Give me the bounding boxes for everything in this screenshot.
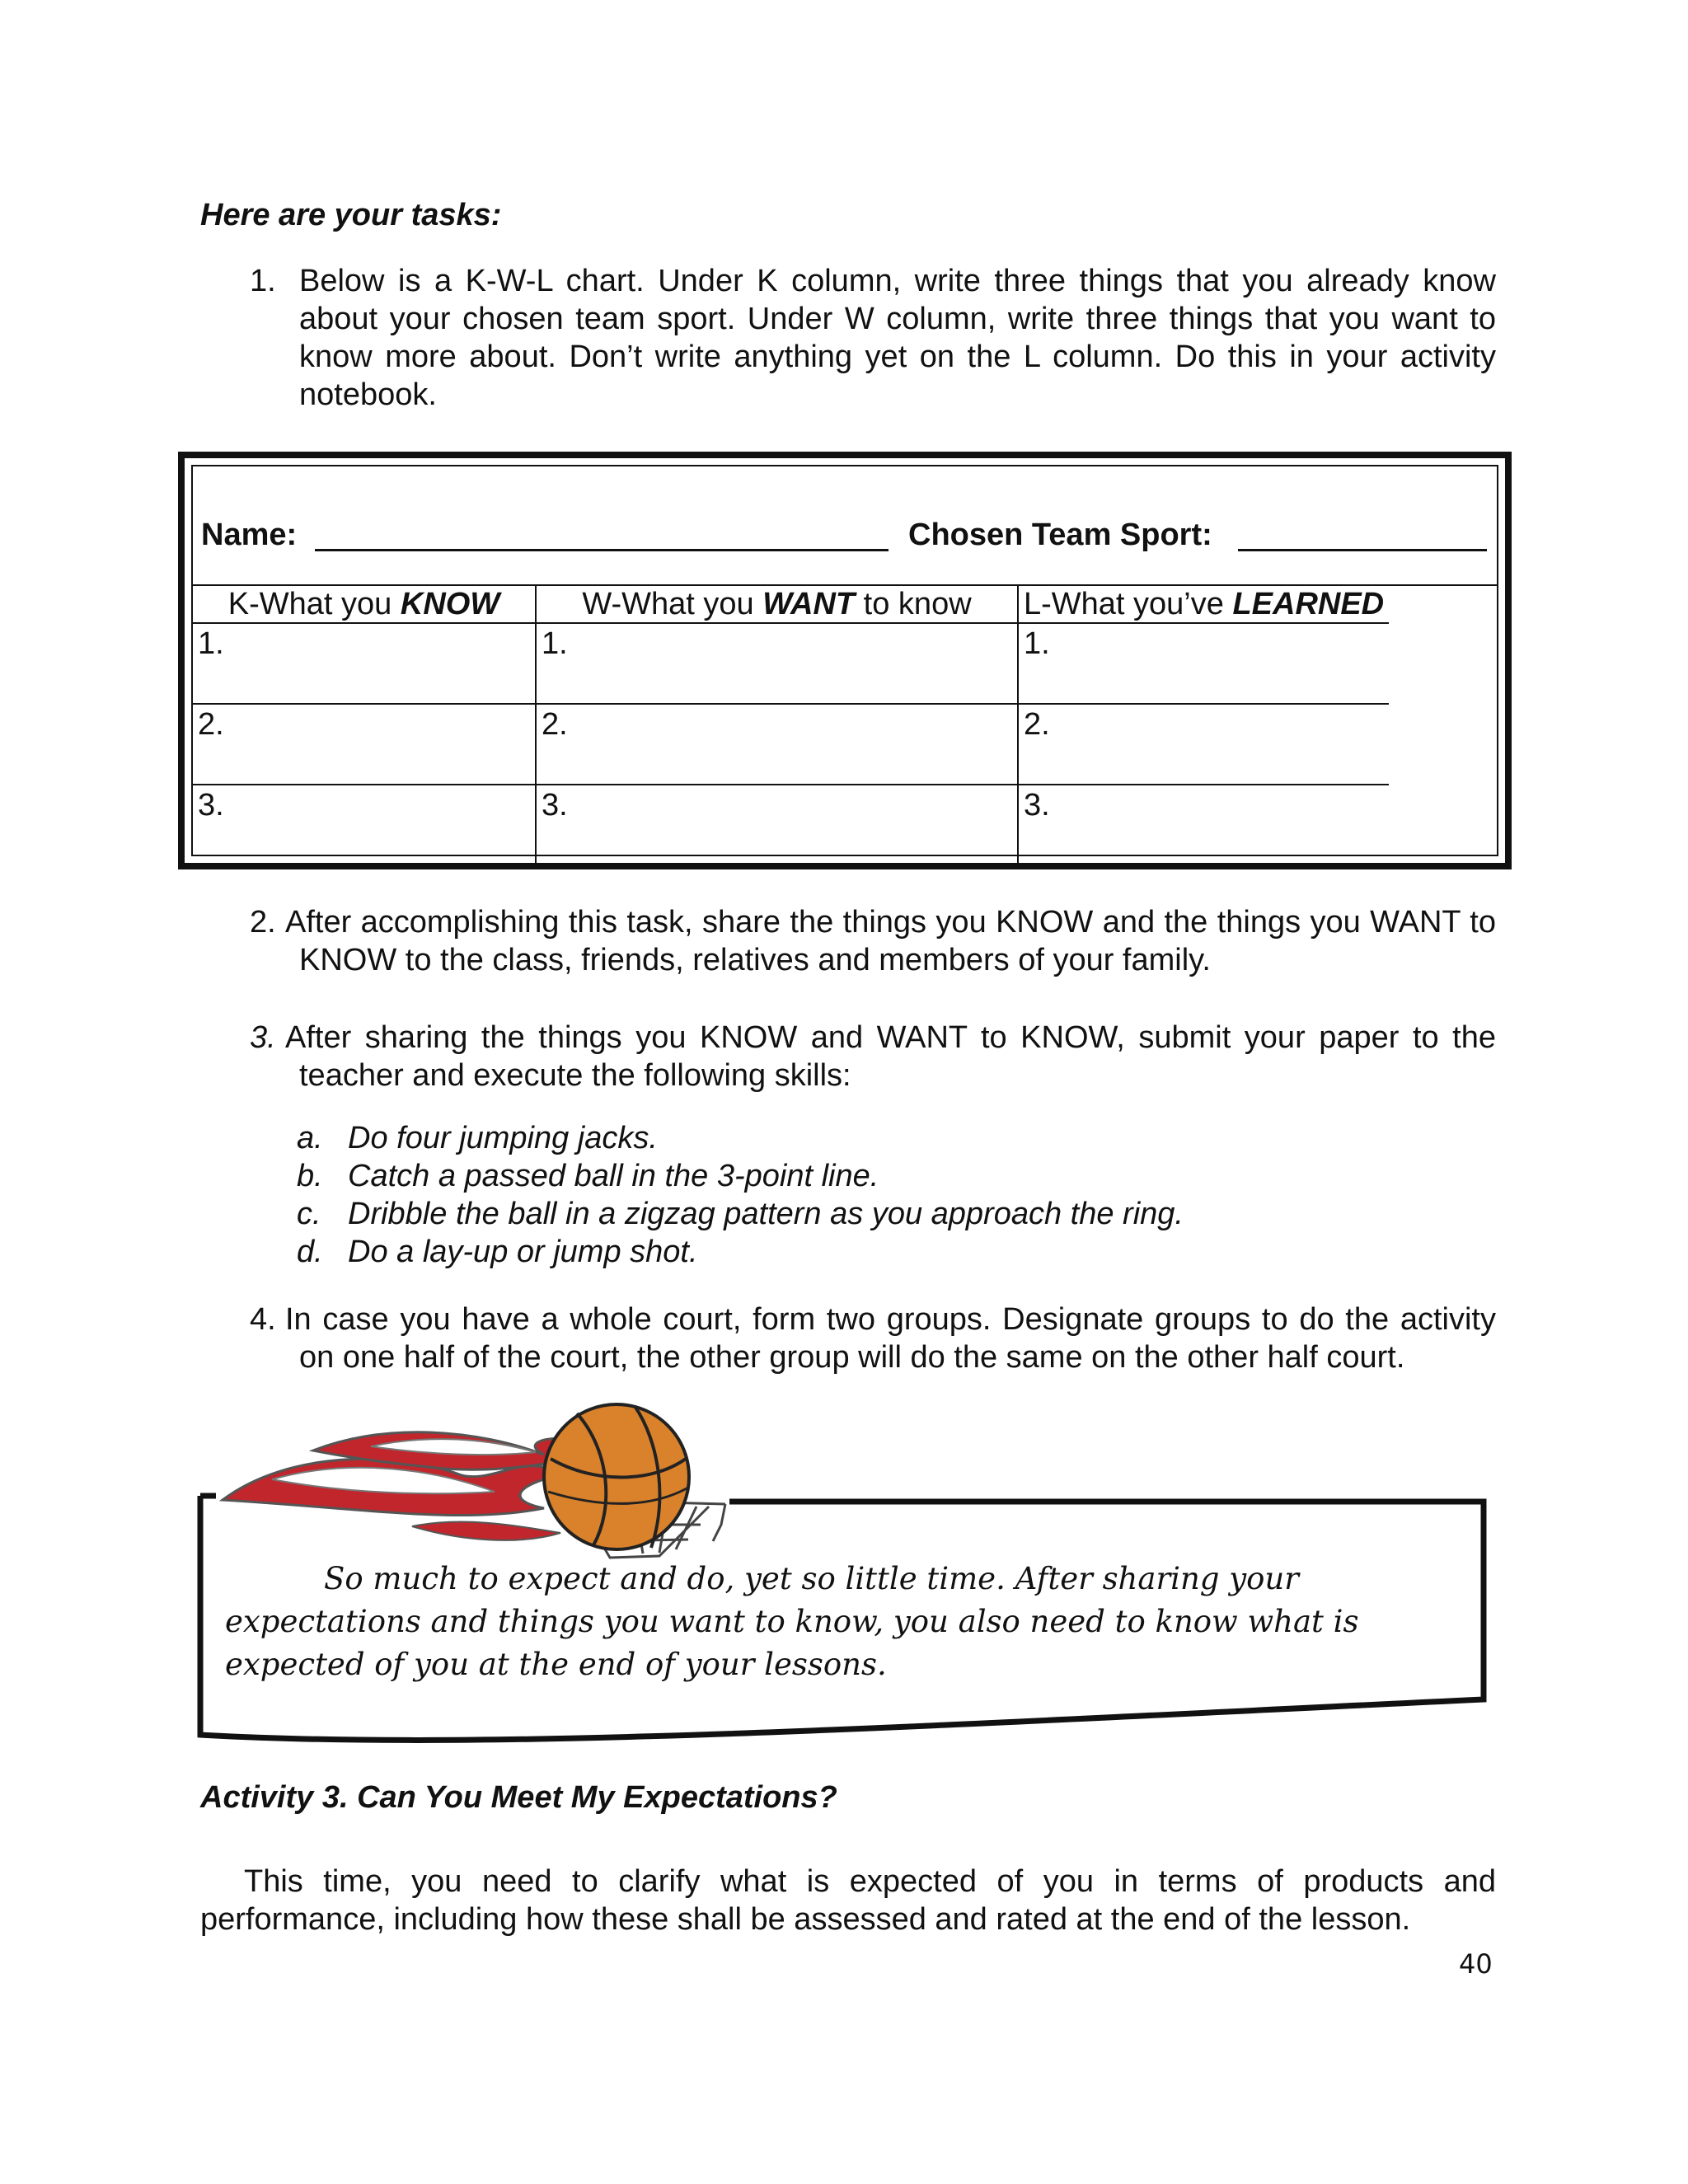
header-want-prefix: W-What you bbox=[582, 587, 763, 621]
learned-cell-3[interactable]: 3. bbox=[1018, 785, 1389, 865]
skill-text: Catch a passed ball in the 3-point line. bbox=[348, 1159, 879, 1193]
skill-text: Do four jumping jacks. bbox=[348, 1121, 658, 1155]
kwl-header-row bbox=[193, 586, 1389, 623]
skill-text: Dribble the ball in a zigzag pattern as you approach the ring. bbox=[348, 1197, 1184, 1231]
basketball-net-icon bbox=[569, 1500, 725, 1558]
header-want bbox=[536, 586, 1018, 623]
learned-cell-2[interactable]: 2. bbox=[1018, 704, 1389, 785]
table-row bbox=[193, 785, 1389, 865]
want-cell-2[interactable]: 2. bbox=[536, 704, 1018, 785]
kwl-chart bbox=[178, 452, 1512, 869]
banner-quote bbox=[225, 1558, 1445, 1686]
task-1-number: 1. bbox=[250, 264, 276, 298]
skill-letter: c. bbox=[297, 1197, 321, 1231]
activity-heading: Activity 3. Can You Meet My Expectations? bbox=[200, 1780, 837, 1815]
header-know-prefix: K-What you bbox=[227, 587, 401, 621]
skill-letter: d. bbox=[297, 1235, 323, 1269]
table-row bbox=[193, 704, 1389, 785]
know-cell-3[interactable]: 3. bbox=[193, 785, 536, 865]
skill-letter: a. bbox=[297, 1121, 323, 1155]
kwl-chart-inner bbox=[191, 465, 1498, 856]
list-item bbox=[297, 1119, 1184, 1157]
task-1 bbox=[250, 262, 1496, 414]
table-row bbox=[193, 623, 1389, 704]
tasks-heading: Here are your tasks: bbox=[200, 198, 502, 232]
skill-text: Do a lay-up or jump shot. bbox=[348, 1235, 698, 1269]
banner-quote-text: So much to expect and do, yet so little time. After sharing your expectations and things you want to know, you also need to know what is expected of you at the end of your lessons. bbox=[225, 1561, 1359, 1682]
name-label: Name: bbox=[201, 518, 298, 552]
header-know-emph: KNOW bbox=[400, 587, 500, 621]
skill-letter: b. bbox=[297, 1159, 323, 1193]
task-2 bbox=[250, 903, 1496, 979]
task-4-text: In case you have a whole court, form two groups. Designate groups to do the activity on one half of the court, the other group will do the same on the other half court. bbox=[285, 1302, 1496, 1375]
header-know bbox=[193, 586, 536, 623]
header-want-suffix: to know bbox=[855, 587, 972, 621]
list-item bbox=[297, 1233, 1184, 1271]
task-3-number: 3. bbox=[250, 1020, 276, 1055]
learned-cell-1[interactable]: 1. bbox=[1018, 623, 1389, 704]
task-1-text: Below is a K-W-L chart. Under K column, write three things that you already know about your chosen team sport. Under W column, write three things that you want to know more about. Don’t write anything yet on the L column. Do this in your activity notebook. bbox=[299, 264, 1496, 412]
page-number: 40 bbox=[1459, 1948, 1493, 1980]
task-4-number: 4. bbox=[250, 1302, 276, 1337]
sport-blank-line bbox=[1238, 549, 1487, 551]
activity-paragraph bbox=[200, 1863, 1496, 1938]
name-sport-row bbox=[193, 466, 1497, 586]
chosen-sport-label: Chosen Team Sport: bbox=[908, 518, 1212, 552]
want-cell-1[interactable]: 1. bbox=[536, 623, 1018, 704]
header-want-emph: WANT bbox=[762, 587, 856, 621]
flame-icon bbox=[223, 1432, 610, 1540]
list-item bbox=[297, 1195, 1184, 1233]
basketball-icon bbox=[544, 1404, 689, 1549]
list-item bbox=[297, 1157, 1184, 1195]
activity-paragraph-text: This time, you need to clarify what is expected of you in terms of products and performance, including how these shall be assessed and rated at the end of the lesson. bbox=[200, 1864, 1496, 1937]
task-2-number: 2. bbox=[250, 905, 276, 940]
header-learned-prefix: L-What you’ve bbox=[1024, 587, 1233, 621]
know-cell-2[interactable]: 2. bbox=[193, 704, 536, 785]
task-3 bbox=[250, 1019, 1496, 1094]
task-3-text: After sharing the things you KNOW and WANT to KNOW, submit your paper to the teacher and execute the following skills: bbox=[285, 1020, 1496, 1093]
name-blank-line bbox=[315, 549, 889, 551]
want-cell-3[interactable]: 3. bbox=[536, 785, 1018, 865]
know-cell-1[interactable]: 1. bbox=[193, 623, 536, 704]
kwl-table bbox=[193, 586, 1389, 865]
task-2-text: After accomplishing this task, share the things you KNOW and the things you WANT to KNOW to the class, friends, relatives and members of your family. bbox=[285, 905, 1496, 977]
skills-list bbox=[297, 1119, 1184, 1271]
header-learned-emph: LEARNED bbox=[1232, 587, 1385, 621]
task-4 bbox=[250, 1301, 1496, 1376]
header-learned bbox=[1018, 586, 1389, 623]
